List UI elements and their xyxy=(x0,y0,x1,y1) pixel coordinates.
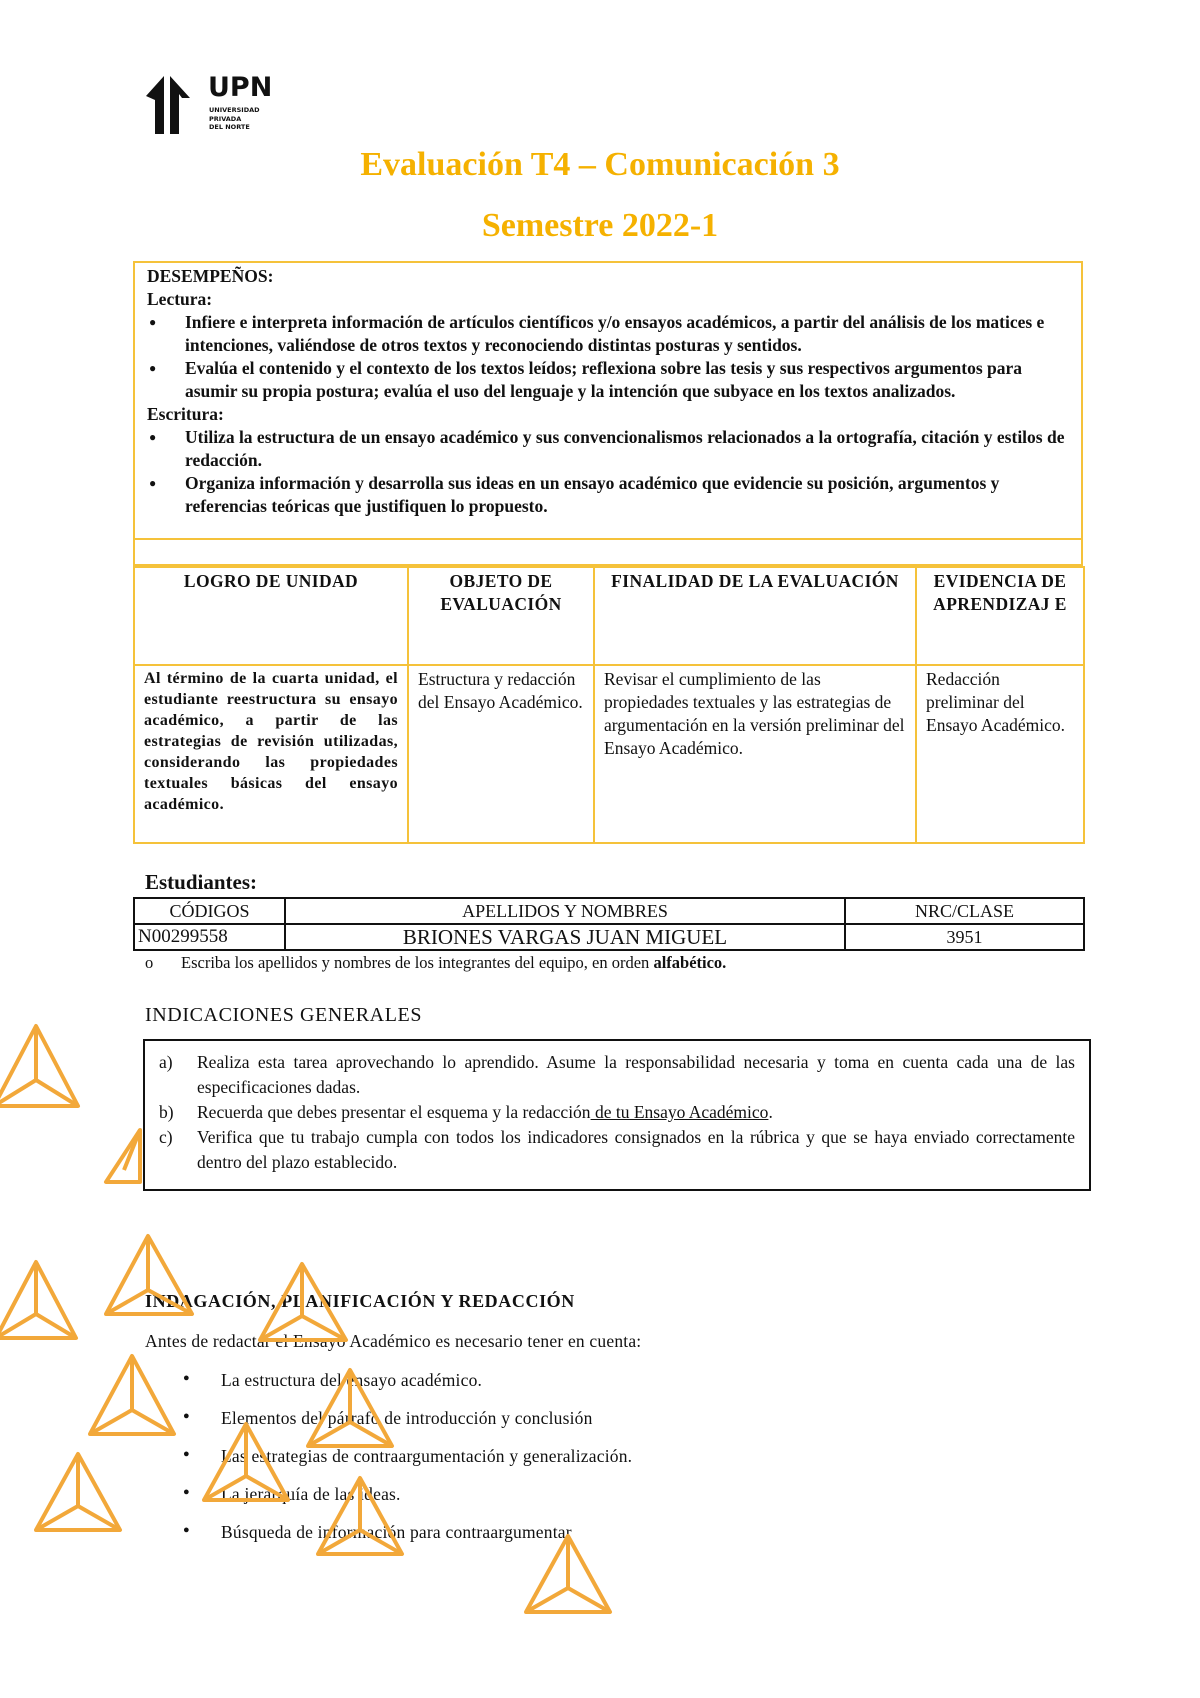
indicaciones-box xyxy=(143,1039,1091,1191)
list-item: ● Búsqueda de información para contraargumentar xyxy=(186,1522,572,1543)
indicaciones-heading: INDICACIONES GENERALES xyxy=(145,1004,423,1026)
triangle-decoration-icon xyxy=(0,1026,78,1106)
semester-title: Semestre 2022-1 xyxy=(481,207,719,244)
note-marker: o xyxy=(145,953,154,972)
student-code: N00299558 xyxy=(134,924,285,950)
students-label: Estudiantes: xyxy=(145,870,258,894)
logo-brand: UPN xyxy=(208,72,273,103)
triangle-decoration-icon xyxy=(106,1130,140,1182)
triangle-decoration-icon xyxy=(36,1454,120,1530)
logro-table xyxy=(133,566,1085,844)
logo-subtitle: UNIVERSIDAD PRIVADA DEL NORTE xyxy=(209,106,260,131)
table-header-cell: EVIDENCIA DE APRENDIZAJ E xyxy=(916,567,1084,665)
spacer-row xyxy=(133,540,1083,566)
desempenos-heading: DESEMPEÑOS: xyxy=(147,266,274,286)
indagacion-heading: INDAGACIÓN, PLANIFICACIÓN Y REDACCIÓN xyxy=(145,1291,575,1311)
list-item: ● Utiliza la estructura de un ensayo académico y sus convencionalismos relacionados a la ortografía, citación y estilos de redacción. xyxy=(147,426,1069,472)
list-item: c) Verifica que tu trabajo cumpla con todos los indicadores consignados en la rúbrica y que se haya enviado correctamente dentro del plazo establecido. xyxy=(159,1127,1075,1172)
list-item: ● La estructura del ensayo académico. xyxy=(186,1370,482,1391)
table-row xyxy=(134,665,1084,843)
list-item: a) Realiza esta tarea aprovechando lo aprendido. Asume la responsabilidad necesaria y toma en cuenta cada una de las especificaciones dadas. xyxy=(159,1052,1075,1097)
list-item: ● Evalúa el contenido y el contexto de los textos leídos; reflexiona sobre las tesis y sus respectivos argumentos para asumir su propia postura; evalúa el uso del lenguaje y la intención que subyace en los textos analizados. xyxy=(147,357,1069,403)
list-item: ● La jerarquía de las ideas. xyxy=(186,1484,401,1505)
upn-logo-mark-icon xyxy=(146,76,206,134)
list-item: b) Recuerda que debes presentar el esquema y la redacción de tu Ensayo Académico. xyxy=(159,1102,773,1122)
indagacion-intro: Antes de redactar el Ensayo Académico es necesario tener en cuenta: xyxy=(145,1331,642,1351)
table-header-cell: OBJETO DE EVALUACIÓN xyxy=(408,567,594,665)
list-item: ● Infiere e interpreta información de artículos científicos y/o ensayos académicos, a partir del análisis de los matices e intenciones, valiéndose de otros textos y reconociendo distintas posturas y sentidos. xyxy=(147,311,1069,357)
list-item: ● Elementos del párrafo de introducción y conclusión xyxy=(186,1408,593,1429)
student-name: BRIONES VARGAS JUAN MIGUEL xyxy=(285,924,845,950)
student-nrc: 3951 xyxy=(845,924,1084,950)
table-header-cell: CÓDIGOS xyxy=(134,898,285,924)
triangle-decoration-icon xyxy=(0,1262,76,1338)
desempenos-box xyxy=(133,261,1083,540)
table-row xyxy=(134,924,1084,950)
table-cell: Redacción preliminar del Ensayo Académico. xyxy=(916,665,1084,843)
upn-logo xyxy=(146,70,273,136)
table-cell: Estructura y redacción del Ensayo Académico. xyxy=(408,665,594,843)
page-title: Evaluación T4 – Comunicación 3 xyxy=(360,146,840,183)
list-item: ● Organiza información y desarrolla sus ideas en un ensayo académico que evidencie su posición, argumentos y referencias teóricas que justifiquen lo propuesto. xyxy=(147,472,1069,518)
list-item: ● Las estrategias de contraargumentación y generalización. xyxy=(186,1446,632,1467)
note-bold: alfabético. xyxy=(653,953,727,972)
table-header-cell: LOGRO DE UNIDAD xyxy=(134,567,408,665)
lectura-list xyxy=(147,311,1069,403)
table-cell: Al término de la cuarta unidad, el estudiante reestructura su ensayo académico, a partir de las estrategias de revisión utilizadas, considerando las propiedades textuales básicas del ensayo académico. xyxy=(134,665,408,843)
escritura-list xyxy=(147,426,1069,518)
table-cell: Revisar el cumplimiento de las propiedades textuales y las estrategias de argumentación en la versión preliminar del Ensayo Académico. xyxy=(594,665,916,843)
table-header-row xyxy=(134,567,1084,665)
table-header-cell: FINALIDAD DE LA EVALUACIÓN xyxy=(594,567,916,665)
students-note xyxy=(145,953,726,973)
lectura-label: Lectura: xyxy=(147,289,213,309)
table-header-cell: NRC/CLASE xyxy=(845,898,1084,924)
triangle-decoration-icon xyxy=(90,1356,174,1434)
note-text: Escriba los apellidos y nombres de los integrantes del equipo, en orden xyxy=(181,953,654,972)
triangle-decoration-icon xyxy=(526,1536,610,1612)
escritura-label: Escritura: xyxy=(147,404,224,424)
students-table xyxy=(133,897,1085,951)
table-header-cell: APELLIDOS Y NOMBRES xyxy=(285,898,845,924)
table-header-row xyxy=(134,898,1084,924)
